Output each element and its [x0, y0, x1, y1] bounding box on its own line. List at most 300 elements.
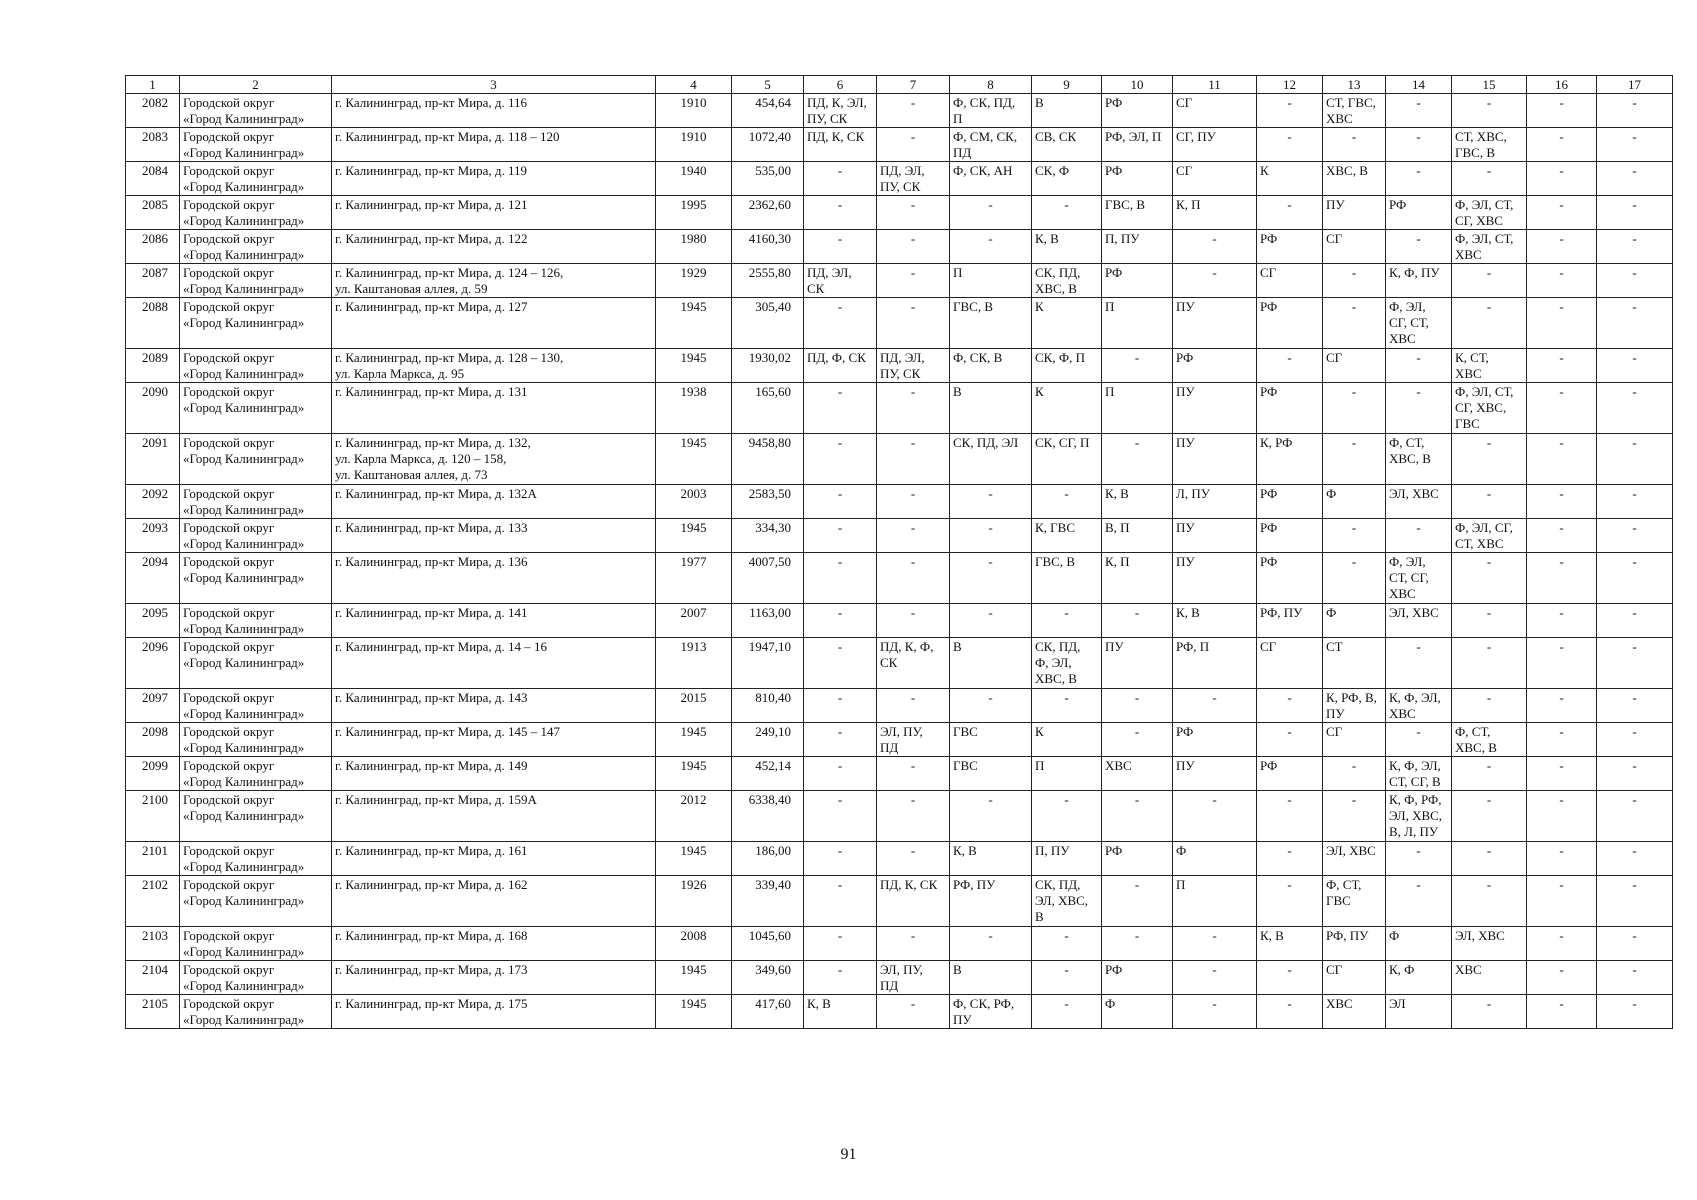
cell-col-12: РФ — [1257, 519, 1323, 553]
cell-col-17: - — [1597, 162, 1673, 196]
cell-col-16: - — [1527, 604, 1597, 638]
cell-col-13: ХВС — [1323, 995, 1386, 1029]
cell-col-5: 6338,40 — [732, 791, 804, 842]
cell-col-1: 2082 — [126, 94, 180, 128]
cell-col-15: - — [1452, 757, 1527, 791]
cell-col-7: - — [877, 128, 950, 162]
cell-col-8: - — [950, 689, 1032, 723]
cell-col-11: - — [1173, 927, 1257, 961]
cell-col-16: - — [1527, 128, 1597, 162]
cell-col-8: Ф, СМ, СК, ПД — [950, 128, 1032, 162]
cell-col-16: - — [1527, 264, 1597, 298]
cell-col-16: - — [1527, 434, 1597, 485]
cell-col-4: 1945 — [656, 995, 732, 1029]
cell-col-3: г. Калининград, пр-кт Мира, д. 128 – 130, ул. Карла Маркса, д. 95 — [332, 349, 656, 383]
cell-col-13: СГ — [1323, 723, 1386, 757]
cell-col-17: - — [1597, 94, 1673, 128]
cell-col-10: В, П — [1102, 519, 1173, 553]
cell-col-6: - — [804, 638, 877, 689]
column-number-16: 16 — [1527, 76, 1597, 94]
table-row — [126, 757, 1673, 791]
cell-col-10: РФ — [1102, 961, 1173, 995]
cell-col-8: ГВС, В — [950, 298, 1032, 349]
cell-col-1: 2084 — [126, 162, 180, 196]
cell-col-15: - — [1452, 842, 1527, 876]
cell-col-4: 1945 — [656, 298, 732, 349]
cell-col-4: 1926 — [656, 876, 732, 927]
cell-col-10: - — [1102, 791, 1173, 842]
cell-col-7: - — [877, 689, 950, 723]
cell-col-8: - — [950, 519, 1032, 553]
cell-col-9: СК, ПД, ХВС, В — [1032, 264, 1102, 298]
cell-col-12: - — [1257, 842, 1323, 876]
cell-col-11: - — [1173, 264, 1257, 298]
cell-col-15: - — [1452, 876, 1527, 927]
cell-col-9: - — [1032, 995, 1102, 1029]
cell-col-3: г. Калининград, пр-кт Мира, д. 116 — [332, 94, 656, 128]
cell-col-3: г. Калининград, пр-кт Мира, д. 161 — [332, 842, 656, 876]
cell-col-17: - — [1597, 638, 1673, 689]
cell-col-1: 2083 — [126, 128, 180, 162]
cell-col-16: - — [1527, 196, 1597, 230]
cell-col-13: СГ — [1323, 230, 1386, 264]
cell-col-8: П — [950, 264, 1032, 298]
cell-col-4: 1977 — [656, 553, 732, 604]
cell-col-1: 2087 — [126, 264, 180, 298]
cell-col-2: Городской округ «Город Калининград» — [180, 162, 332, 196]
cell-col-3: г. Калининград, пр-кт Мира, д. 122 — [332, 230, 656, 264]
cell-col-6: ПД, ЭЛ, СК — [804, 264, 877, 298]
table-row — [126, 689, 1673, 723]
cell-col-9: П — [1032, 757, 1102, 791]
cell-col-6: - — [804, 689, 877, 723]
cell-col-6: - — [804, 434, 877, 485]
cell-col-3: г. Калининград, пр-кт Мира, д. 119 — [332, 162, 656, 196]
table-row — [126, 553, 1673, 604]
cell-col-8: В — [950, 961, 1032, 995]
cell-col-2: Городской округ «Город Калининград» — [180, 196, 332, 230]
cell-col-13: - — [1323, 553, 1386, 604]
cell-col-14: ЭЛ — [1386, 995, 1452, 1029]
cell-col-15: Ф, ЭЛ, СТ, ХВС — [1452, 230, 1527, 264]
table-row — [126, 876, 1673, 927]
cell-col-11: П — [1173, 876, 1257, 927]
cell-col-9: СК, ПД, Ф, ЭЛ, ХВС, В — [1032, 638, 1102, 689]
cell-col-6: К, В — [804, 995, 877, 1029]
cell-col-13: Ф, СТ, ГВС — [1323, 876, 1386, 927]
cell-col-6: ПД, Ф, СК — [804, 349, 877, 383]
cell-col-4: 1945 — [656, 842, 732, 876]
cell-col-3: г. Калининград, пр-кт Мира, д. 132А — [332, 485, 656, 519]
column-number-7: 7 — [877, 76, 950, 94]
cell-col-17: - — [1597, 264, 1673, 298]
cell-col-13: СГ — [1323, 349, 1386, 383]
cell-col-12: - — [1257, 876, 1323, 927]
cell-col-4: 1945 — [656, 723, 732, 757]
cell-col-8: В — [950, 383, 1032, 434]
cell-col-5: 186,00 — [732, 842, 804, 876]
cell-col-6: - — [804, 927, 877, 961]
cell-col-5: 1930,02 — [732, 349, 804, 383]
cell-col-16: - — [1527, 553, 1597, 604]
cell-col-13: РФ, ПУ — [1323, 927, 1386, 961]
cell-col-2: Городской округ «Город Калининград» — [180, 604, 332, 638]
cell-col-12: - — [1257, 995, 1323, 1029]
cell-col-5: 417,60 — [732, 995, 804, 1029]
table-row — [126, 842, 1673, 876]
cell-col-3: г. Калининград, пр-кт Мира, д. 141 — [332, 604, 656, 638]
cell-col-6: - — [804, 519, 877, 553]
cell-col-1: 2100 — [126, 791, 180, 842]
cell-col-10: - — [1102, 876, 1173, 927]
cell-col-9: В — [1032, 94, 1102, 128]
cell-col-4: 2012 — [656, 791, 732, 842]
cell-col-11: ПУ — [1173, 757, 1257, 791]
cell-col-1: 2089 — [126, 349, 180, 383]
cell-col-7: ПД, К, СК — [877, 876, 950, 927]
cell-col-14: К, Ф, ПУ — [1386, 264, 1452, 298]
cell-col-15: - — [1452, 485, 1527, 519]
cell-col-5: 454,64 — [732, 94, 804, 128]
cell-col-2: Городской округ «Город Калининград» — [180, 927, 332, 961]
cell-col-5: 9458,80 — [732, 434, 804, 485]
cell-col-10: РФ, ЭЛ, П — [1102, 128, 1173, 162]
table-row — [126, 961, 1673, 995]
cell-col-14: - — [1386, 162, 1452, 196]
cell-col-13: - — [1323, 519, 1386, 553]
cell-col-12: - — [1257, 791, 1323, 842]
cell-col-4: 1945 — [656, 961, 732, 995]
cell-col-9: - — [1032, 196, 1102, 230]
cell-col-16: - — [1527, 298, 1597, 349]
cell-col-7: - — [877, 842, 950, 876]
cell-col-9: - — [1032, 791, 1102, 842]
cell-col-3: г. Калининград, пр-кт Мира, д. 168 — [332, 927, 656, 961]
table-row — [126, 791, 1673, 842]
cell-col-10: РФ — [1102, 162, 1173, 196]
cell-col-7: - — [877, 196, 950, 230]
cell-col-13: ХВС, В — [1323, 162, 1386, 196]
cell-col-17: - — [1597, 128, 1673, 162]
cell-col-3: г. Калининград, пр-кт Мира, д. 145 – 147 — [332, 723, 656, 757]
cell-col-6: - — [804, 298, 877, 349]
registry-table — [125, 75, 1673, 1029]
cell-col-6: - — [804, 196, 877, 230]
cell-col-2: Городской округ «Город Калининград» — [180, 995, 332, 1029]
cell-col-12: - — [1257, 961, 1323, 995]
cell-col-8: Ф, СК, АН — [950, 162, 1032, 196]
cell-col-6: - — [804, 485, 877, 519]
cell-col-10: ПУ — [1102, 638, 1173, 689]
cell-col-8: - — [950, 791, 1032, 842]
cell-col-15: - — [1452, 94, 1527, 128]
cell-col-4: 1980 — [656, 230, 732, 264]
cell-col-1: 2086 — [126, 230, 180, 264]
cell-col-2: Городской округ «Город Калининград» — [180, 757, 332, 791]
cell-col-5: 535,00 — [732, 162, 804, 196]
cell-col-15: - — [1452, 689, 1527, 723]
cell-col-4: 2015 — [656, 689, 732, 723]
cell-col-16: - — [1527, 349, 1597, 383]
cell-col-12: К, В — [1257, 927, 1323, 961]
cell-col-12: РФ — [1257, 485, 1323, 519]
cell-col-17: - — [1597, 196, 1673, 230]
column-number-3: 3 — [332, 76, 656, 94]
cell-col-12: - — [1257, 94, 1323, 128]
cell-col-1: 2096 — [126, 638, 180, 689]
cell-col-15: - — [1452, 298, 1527, 349]
cell-col-9: СК, ПД, ЭЛ, ХВС, В — [1032, 876, 1102, 927]
cell-col-2: Городской округ «Город Калининград» — [180, 961, 332, 995]
cell-col-13: - — [1323, 128, 1386, 162]
table-row — [126, 723, 1673, 757]
cell-col-4: 1945 — [656, 349, 732, 383]
cell-col-4: 1945 — [656, 519, 732, 553]
cell-col-12: - — [1257, 349, 1323, 383]
cell-col-14: - — [1386, 876, 1452, 927]
cell-col-11: РФ, П — [1173, 638, 1257, 689]
table-row — [126, 383, 1673, 434]
table-row — [126, 162, 1673, 196]
cell-col-5: 4007,50 — [732, 553, 804, 604]
cell-col-8: В — [950, 638, 1032, 689]
cell-col-17: - — [1597, 876, 1673, 927]
cell-col-4: 2008 — [656, 927, 732, 961]
cell-col-9: ГВС, В — [1032, 553, 1102, 604]
cell-col-8: Ф, СК, В — [950, 349, 1032, 383]
cell-col-17: - — [1597, 230, 1673, 264]
cell-col-14: Ф, СТ, ХВС, В — [1386, 434, 1452, 485]
cell-col-8: Ф, СК, ПД, П — [950, 94, 1032, 128]
cell-col-13: К, РФ, В, ПУ — [1323, 689, 1386, 723]
cell-col-1: 2095 — [126, 604, 180, 638]
cell-col-16: - — [1527, 230, 1597, 264]
cell-col-1: 2103 — [126, 927, 180, 961]
cell-col-11: К, П — [1173, 196, 1257, 230]
cell-col-15: ХВС — [1452, 961, 1527, 995]
cell-col-12: РФ, ПУ — [1257, 604, 1323, 638]
cell-col-3: г. Калининград, пр-кт Мира, д. 162 — [332, 876, 656, 927]
cell-col-17: - — [1597, 995, 1673, 1029]
cell-col-8: - — [950, 604, 1032, 638]
cell-col-13: ЭЛ, ХВС — [1323, 842, 1386, 876]
cell-col-2: Городской округ «Город Калининград» — [180, 434, 332, 485]
cell-col-9: К — [1032, 383, 1102, 434]
cell-col-1: 2102 — [126, 876, 180, 927]
cell-col-7: ЭЛ, ПУ, ПД — [877, 961, 950, 995]
cell-col-12: К — [1257, 162, 1323, 196]
cell-col-13: ПУ — [1323, 196, 1386, 230]
cell-col-11: ПУ — [1173, 434, 1257, 485]
cell-col-10: ХВС — [1102, 757, 1173, 791]
cell-col-1: 2093 — [126, 519, 180, 553]
cell-col-17: - — [1597, 791, 1673, 842]
cell-col-1: 2091 — [126, 434, 180, 485]
cell-col-7: - — [877, 553, 950, 604]
column-number-header-row — [126, 76, 1673, 94]
cell-col-7: - — [877, 485, 950, 519]
cell-col-10: РФ — [1102, 94, 1173, 128]
cell-col-8: - — [950, 927, 1032, 961]
cell-col-12: РФ — [1257, 553, 1323, 604]
cell-col-13: - — [1323, 264, 1386, 298]
cell-col-15: Ф, ЭЛ, СТ, СГ, ХВС, ГВС — [1452, 383, 1527, 434]
column-number-1: 1 — [126, 76, 180, 94]
table-row — [126, 519, 1673, 553]
cell-col-14: К, Ф — [1386, 961, 1452, 995]
column-number-4: 4 — [656, 76, 732, 94]
cell-col-9: - — [1032, 961, 1102, 995]
cell-col-14: - — [1386, 230, 1452, 264]
cell-col-11: - — [1173, 791, 1257, 842]
cell-col-5: 249,10 — [732, 723, 804, 757]
cell-col-13: СТ, ГВС, ХВС — [1323, 94, 1386, 128]
cell-col-5: 810,40 — [732, 689, 804, 723]
cell-col-11: ПУ — [1173, 553, 1257, 604]
cell-col-13: - — [1323, 434, 1386, 485]
cell-col-16: - — [1527, 638, 1597, 689]
column-number-11: 11 — [1173, 76, 1257, 94]
table-row — [126, 230, 1673, 264]
cell-col-1: 2088 — [126, 298, 180, 349]
table-row — [126, 128, 1673, 162]
cell-col-4: 1910 — [656, 94, 732, 128]
cell-col-16: - — [1527, 485, 1597, 519]
cell-col-14: К, Ф, ЭЛ, СТ, СГ, В — [1386, 757, 1452, 791]
registry-table-sheet — [125, 75, 1652, 1029]
cell-col-7: ЭЛ, ПУ, ПД — [877, 723, 950, 757]
cell-col-12: РФ — [1257, 757, 1323, 791]
cell-col-15: - — [1452, 434, 1527, 485]
cell-col-2: Городской округ «Город Калининград» — [180, 230, 332, 264]
cell-col-6: - — [804, 791, 877, 842]
cell-col-11: СГ, ПУ — [1173, 128, 1257, 162]
column-number-17: 17 — [1597, 76, 1673, 94]
cell-col-13: СТ — [1323, 638, 1386, 689]
cell-col-11: Л, ПУ — [1173, 485, 1257, 519]
cell-col-10: - — [1102, 434, 1173, 485]
cell-col-4: 1940 — [656, 162, 732, 196]
cell-col-17: - — [1597, 553, 1673, 604]
cell-col-9: СК, Ф — [1032, 162, 1102, 196]
cell-col-15: Ф, СТ, ХВС, В — [1452, 723, 1527, 757]
cell-col-9: К — [1032, 298, 1102, 349]
cell-col-17: - — [1597, 723, 1673, 757]
cell-col-2: Городской округ «Город Калининград» — [180, 791, 332, 842]
cell-col-1: 2098 — [126, 723, 180, 757]
cell-col-13: Ф — [1323, 485, 1386, 519]
cell-col-5: 4160,30 — [732, 230, 804, 264]
cell-col-5: 339,40 — [732, 876, 804, 927]
cell-col-2: Городской округ «Город Калининград» — [180, 638, 332, 689]
table-row — [126, 94, 1673, 128]
cell-col-3: г. Калининград, пр-кт Мира, д. 14 – 16 — [332, 638, 656, 689]
cell-col-4: 1938 — [656, 383, 732, 434]
cell-col-3: г. Калининград, пр-кт Мира, д. 131 — [332, 383, 656, 434]
cell-col-7: ПД, ЭЛ, ПУ, СК — [877, 349, 950, 383]
cell-col-6: ПД, К, СК — [804, 128, 877, 162]
table-row — [126, 995, 1673, 1029]
cell-col-5: 334,30 — [732, 519, 804, 553]
cell-col-4: 1929 — [656, 264, 732, 298]
cell-col-5: 452,14 — [732, 757, 804, 791]
cell-col-16: - — [1527, 383, 1597, 434]
cell-col-9: К — [1032, 723, 1102, 757]
cell-col-3: г. Калининград, пр-кт Мира, д. 143 — [332, 689, 656, 723]
cell-col-15: - — [1452, 162, 1527, 196]
table-row — [126, 298, 1673, 349]
cell-col-10: - — [1102, 689, 1173, 723]
cell-col-6: - — [804, 842, 877, 876]
cell-col-14: - — [1386, 638, 1452, 689]
cell-col-15: Ф, ЭЛ, СТ, СГ, ХВС — [1452, 196, 1527, 230]
cell-col-6: ПД, К, ЭЛ, ПУ, СК — [804, 94, 877, 128]
cell-col-15: - — [1452, 264, 1527, 298]
cell-col-17: - — [1597, 689, 1673, 723]
cell-col-2: Городской округ «Город Калининград» — [180, 723, 332, 757]
cell-col-9: - — [1032, 689, 1102, 723]
cell-col-2: Городской округ «Город Калининград» — [180, 876, 332, 927]
column-number-12: 12 — [1257, 76, 1323, 94]
column-number-2: 2 — [180, 76, 332, 94]
cell-col-10: Ф — [1102, 995, 1173, 1029]
cell-col-17: - — [1597, 383, 1673, 434]
table-row — [126, 485, 1673, 519]
table-row — [126, 196, 1673, 230]
cell-col-3: г. Калининград, пр-кт Мира, д. 173 — [332, 961, 656, 995]
cell-col-8: ГВС — [950, 723, 1032, 757]
cell-col-14: РФ — [1386, 196, 1452, 230]
cell-col-1: 2101 — [126, 842, 180, 876]
cell-col-14: К, Ф, РФ, ЭЛ, ХВС, В, Л, ПУ — [1386, 791, 1452, 842]
cell-col-14: Ф, ЭЛ, СТ, СГ, ХВС — [1386, 553, 1452, 604]
cell-col-11: - — [1173, 689, 1257, 723]
cell-col-5: 1045,60 — [732, 927, 804, 961]
cell-col-14: - — [1386, 349, 1452, 383]
cell-col-7: ПД, ЭЛ, ПУ, СК — [877, 162, 950, 196]
column-number-6: 6 — [804, 76, 877, 94]
cell-col-12: РФ — [1257, 298, 1323, 349]
cell-col-10: ГВС, В — [1102, 196, 1173, 230]
cell-col-13: - — [1323, 383, 1386, 434]
cell-col-14: ЭЛ, ХВС — [1386, 485, 1452, 519]
cell-col-6: - — [804, 553, 877, 604]
column-number-15: 15 — [1452, 76, 1527, 94]
column-number-14: 14 — [1386, 76, 1452, 94]
cell-col-7: - — [877, 94, 950, 128]
cell-col-9: СК, СГ, П — [1032, 434, 1102, 485]
cell-col-2: Городской округ «Город Калининград» — [180, 485, 332, 519]
column-number-10: 10 — [1102, 76, 1173, 94]
cell-col-8: Ф, СК, РФ, ПУ — [950, 995, 1032, 1029]
cell-col-2: Городской округ «Город Калининград» — [180, 264, 332, 298]
cell-col-5: 2583,50 — [732, 485, 804, 519]
cell-col-7: - — [877, 757, 950, 791]
cell-col-6: - — [804, 723, 877, 757]
table-row — [126, 638, 1673, 689]
cell-col-10: - — [1102, 927, 1173, 961]
cell-col-9: - — [1032, 485, 1102, 519]
cell-col-12: СГ — [1257, 638, 1323, 689]
cell-col-10: К, П — [1102, 553, 1173, 604]
cell-col-8: РФ, ПУ — [950, 876, 1032, 927]
cell-col-11: СГ — [1173, 94, 1257, 128]
cell-col-7: - — [877, 995, 950, 1029]
cell-col-1: 2094 — [126, 553, 180, 604]
column-number-9: 9 — [1032, 76, 1102, 94]
cell-col-16: - — [1527, 876, 1597, 927]
cell-col-8: - — [950, 196, 1032, 230]
